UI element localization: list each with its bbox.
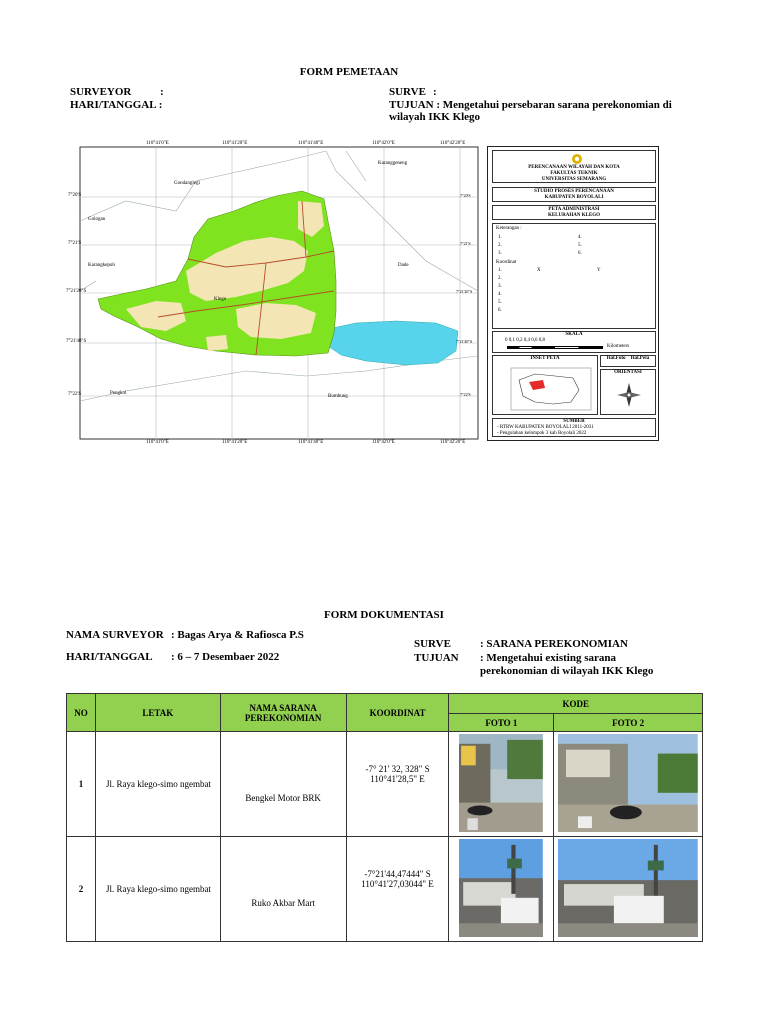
coord-bottom-4: 110°42'0"E bbox=[372, 440, 395, 445]
coord-left-4: 7°21'40"S bbox=[66, 339, 87, 344]
page-ref-box bbox=[600, 355, 656, 367]
legend-item-1: 1. bbox=[498, 235, 502, 240]
coord-right-4: 7°21'40"S bbox=[456, 339, 473, 344]
place-gondanglegi: Gondanglegi bbox=[174, 181, 200, 186]
place-dade: Dade bbox=[398, 263, 409, 268]
studio-line-1: STUDIO PROSES PERENCANAAN bbox=[534, 189, 614, 194]
legend-item-3: 3. bbox=[498, 251, 502, 256]
koordinat-item-1: 1. bbox=[498, 268, 502, 273]
map-canvas bbox=[66, 141, 482, 447]
inset-box bbox=[492, 355, 598, 415]
surve-label-2: SURVE bbox=[414, 638, 451, 650]
legend-item-5: 5. bbox=[578, 243, 582, 248]
row-foto-2 bbox=[554, 837, 703, 942]
keterangan-label: Keterangan : bbox=[496, 226, 522, 231]
source-line-2: - Pengolahan kelompok 3 kab Boyolali 2022 bbox=[497, 431, 587, 436]
coord-right-1: 7°20'S bbox=[460, 193, 471, 198]
koordinat-lon: 110°41'28,5" E bbox=[370, 774, 425, 784]
coord-right-2: 7°21'S bbox=[460, 241, 471, 246]
nama-surveyor-value: : Bagas Arya & Rafiosca P.S bbox=[171, 629, 304, 641]
surve-value-2: : SARANA PEREKONOMIAN bbox=[480, 638, 628, 650]
photo-workshop-1 bbox=[459, 734, 543, 832]
koordinat-lon: 110°41'27,03044" E bbox=[361, 879, 434, 889]
hari-tanggal-value: : 6 – 7 Desembaer 2022 bbox=[171, 651, 280, 663]
tujuan-label-text: TUJUAN : bbox=[389, 99, 441, 111]
legend-item-4: 4. bbox=[578, 235, 582, 240]
row-koordinat bbox=[346, 732, 449, 837]
coord-right-5: 7°22'S bbox=[460, 392, 471, 397]
form-dokumentasi-title: FORM DOKUMENTASI bbox=[324, 609, 444, 621]
tujuan-value-1: : Mengetahui existing sarana bbox=[480, 652, 616, 664]
coord-left-3: 7°21'20"S bbox=[66, 289, 87, 294]
coord-right-3: 7°21'20"S bbox=[456, 289, 473, 294]
surveyor-colon: : bbox=[160, 86, 164, 98]
studio-box bbox=[492, 187, 656, 202]
koordinat-lat: -7° 21' 32, 328" S bbox=[365, 764, 430, 774]
keterangan-box bbox=[492, 223, 656, 329]
studio-line-2: KABUPATEN BOYOLALI bbox=[544, 195, 604, 200]
coord-top-3: 110°41'40"E bbox=[298, 141, 324, 146]
form-pemetaan-title: FORM PEMETAAN bbox=[299, 66, 399, 78]
row-letak: Jl. Raya klego-simo ngembat bbox=[95, 837, 220, 942]
koordinat-item-2: 2. bbox=[498, 276, 502, 281]
institution-line-3: UNIVERSITAS SEMARANG bbox=[541, 177, 607, 182]
koordinat-lat: -7°21'44,47444" S bbox=[364, 869, 431, 879]
source-line-1: - RTRW KABUPATEN BOYOLALI 2011-2031 bbox=[497, 425, 594, 430]
coord-bottom-3: 110°41'40"E bbox=[298, 440, 324, 445]
institution-line-1: PERENCANAAN WILAYAH DAN KOTA bbox=[528, 165, 620, 170]
scale-ticks: 0 0,1 0,2 0,4 0,6 0,8 bbox=[505, 338, 545, 343]
institution-line-2: FAKULTAS TEKNIK bbox=[550, 171, 598, 176]
koordinat-item-6: 6. bbox=[498, 308, 502, 313]
scale-label: SKALA bbox=[565, 332, 583, 337]
coord-top-5: 110°42'20"E bbox=[440, 141, 466, 146]
header-foto-1: FOTO 1 bbox=[449, 714, 554, 732]
date-label: HARI/TANGGAL : bbox=[70, 99, 163, 111]
row-nama: Ruko Akbar Mart bbox=[220, 837, 346, 942]
row-no: 1 bbox=[67, 732, 96, 837]
legend-item-6: 6. bbox=[578, 251, 582, 256]
hari-tanggal-label: HARI/TANGGAL bbox=[66, 651, 153, 663]
coord-left-2: 7°21'S bbox=[68, 241, 82, 246]
header-nama-line-1: NAMA SARANA bbox=[249, 702, 317, 713]
source-box bbox=[492, 418, 656, 437]
place-bumbung: Bumbung bbox=[328, 394, 348, 399]
tujuan-value-2: perekonomian di wilayah IKK Klego bbox=[480, 665, 654, 677]
row-nama: Bengkel Motor BRK bbox=[220, 732, 346, 837]
inset-title: INSET PETA bbox=[530, 356, 560, 361]
header-letak: LETAK bbox=[95, 694, 220, 732]
koordinat-item-4: 4. bbox=[498, 292, 502, 297]
institution-box bbox=[492, 150, 656, 183]
header-nama-sarana bbox=[220, 694, 346, 732]
scale-box bbox=[492, 331, 656, 353]
compass-icon bbox=[616, 382, 642, 408]
scale-bar bbox=[507, 346, 603, 349]
university-logo-icon bbox=[571, 153, 583, 165]
photo-workshop-2 bbox=[558, 734, 698, 832]
administrative-map bbox=[66, 141, 482, 447]
legend-item-2: 2. bbox=[498, 243, 502, 248]
table-row bbox=[67, 837, 703, 942]
map-title-box bbox=[492, 205, 656, 220]
coord-bottom-1: 110°41'0"E bbox=[146, 440, 169, 445]
table-header-row bbox=[67, 694, 703, 714]
place-pengkol: Pengkol bbox=[110, 391, 127, 396]
nama-surveyor-label: NAMA SURVEYOR bbox=[66, 629, 164, 641]
koordinat-item-3: 3. bbox=[498, 284, 502, 289]
hal-foto-label: Hal.Foto bbox=[606, 356, 626, 361]
coord-top-2: 110°41'20"E bbox=[222, 141, 248, 146]
surve-label: SURVE bbox=[389, 86, 426, 98]
map-legend bbox=[487, 146, 659, 441]
row-letak: Jl. Raya klego-simo ngembat bbox=[95, 732, 220, 837]
tujuan-text-1: Mengetahui persebaran sarana perekonomian di bbox=[442, 99, 672, 111]
header-nama-line-2: PEREKONOMIAN bbox=[244, 712, 322, 723]
tujuan-text-2: wilayah IKK Klego bbox=[389, 111, 481, 123]
tujuan-label bbox=[389, 99, 672, 111]
table-row bbox=[67, 732, 703, 837]
photo-store-1 bbox=[459, 839, 543, 937]
scale-unit: Kilometers bbox=[607, 344, 630, 349]
orientation-label: ORIENTASI bbox=[614, 370, 642, 375]
place-klego: Klego bbox=[214, 297, 227, 302]
place-karanggeneng: Karanggeneng bbox=[378, 161, 408, 166]
settlement-area bbox=[236, 303, 316, 339]
photo-store-2 bbox=[558, 839, 698, 937]
koordinat-item-5: 5. bbox=[498, 300, 502, 305]
koordinat-y: Y bbox=[597, 268, 601, 273]
row-foto-1 bbox=[449, 732, 554, 837]
surve-colon: : bbox=[433, 86, 437, 98]
tujuan-label-2: TUJUAN bbox=[414, 652, 459, 664]
coord-bottom-2: 110°41'20"E bbox=[222, 440, 248, 445]
koordinat-x: X bbox=[537, 268, 541, 273]
map-title-line-2: KELURAHAN KLEGO bbox=[547, 213, 601, 218]
header-foto-2: FOTO 2 bbox=[554, 714, 703, 732]
documentation-table bbox=[66, 693, 703, 942]
hal-peta-label: Hal.Peta bbox=[630, 356, 650, 361]
coord-top-4: 110°42'0"E bbox=[372, 141, 395, 146]
map-title-line-1: PETA ADMINISTRASI bbox=[548, 207, 600, 212]
source-label: SUMBER bbox=[563, 419, 585, 424]
row-foto-2 bbox=[554, 732, 703, 837]
header-kode: KODE bbox=[449, 694, 703, 714]
place-gologan: Gologan bbox=[88, 217, 106, 222]
inset-map bbox=[495, 364, 595, 414]
coord-bottom-5: 110°42'20"E bbox=[440, 440, 466, 445]
coord-left-5: 7°22'S bbox=[68, 392, 82, 397]
row-koordinat bbox=[346, 837, 449, 942]
settlement-area bbox=[206, 335, 228, 351]
coord-left-1: 7°20'S bbox=[68, 193, 82, 198]
row-no: 2 bbox=[67, 837, 96, 942]
koordinat-label: Koordinat bbox=[496, 260, 517, 265]
header-koordinat: KOORDINAT bbox=[346, 694, 449, 732]
orientation-box bbox=[600, 369, 656, 415]
surveyor-label: SURVEYOR bbox=[70, 86, 132, 98]
header-no: NO bbox=[67, 694, 96, 732]
coord-top-1: 110°41'0"E bbox=[146, 141, 169, 146]
place-karangkepoh: Karangkepoh bbox=[88, 263, 115, 268]
row-foto-1 bbox=[449, 837, 554, 942]
